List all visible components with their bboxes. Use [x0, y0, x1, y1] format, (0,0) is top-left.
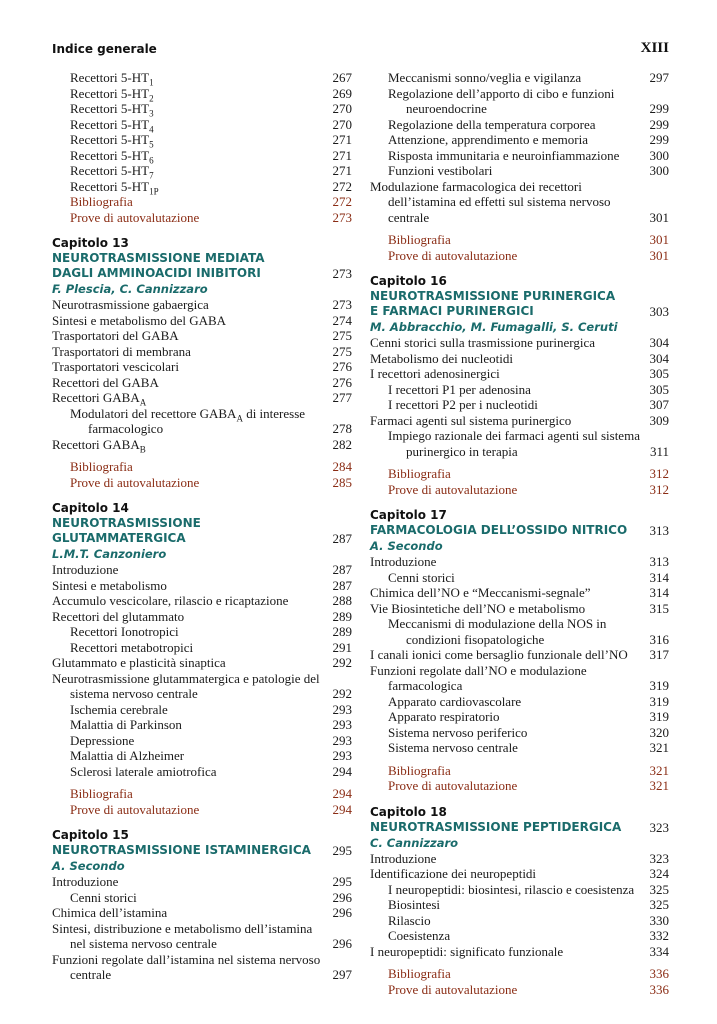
page-ref: 313 [649, 554, 669, 569]
page-ref: 288 [332, 593, 352, 608]
toc-entry[interactable]: Rilascio 330 [388, 912, 669, 928]
toc-entry[interactable]: Neurotrasmissione gabaergica 273 [52, 297, 352, 312]
chapter-author: A. Secondo [370, 539, 443, 553]
toc-entry[interactable]: Recettori $5-HT_4$ 270 [70, 116, 352, 135]
chapter-title[interactable]: FARMACOLOGIA DELL’OSSIDO NITRICO 313 [370, 523, 669, 538]
page-ref: 316 [649, 631, 669, 647]
toc-entry[interactable]: Modulatori del recettore $GABA_A$ di interesse farmacologico 278 [70, 405, 352, 436]
toc-entry[interactable]: Risposta immunitaria e neuroinfiammazione 300 [388, 147, 669, 163]
chapter-label: Capitolo 16 [370, 274, 447, 288]
page-ref: 284 [332, 459, 352, 474]
toc-entry[interactable]: Attenzione, apprendimento e memoria 299 [388, 132, 669, 147]
toc-entry-bibliography[interactable]: Bibliografia 336 [388, 966, 669, 981]
page-ref: 304 [649, 350, 669, 366]
page-ref: 294 [332, 786, 352, 801]
page-ref: 273 [332, 209, 352, 225]
page-ref: 334 [649, 943, 669, 959]
page-ref: 312 [649, 481, 669, 497]
toc-entry[interactable]: Impiego razionale dei farmaci agenti sul sistema purinergico in terapia 311 [388, 428, 669, 459]
toc-entry[interactable]: Biosintesi 325 [388, 897, 669, 912]
toc-entry[interactable]: Recettori $5-HT_5$ 271 [70, 132, 352, 150]
toc-entry[interactable]: I recettori P1 per adenosina 305 [388, 381, 669, 397]
toc-entry-bibliography[interactable]: Bibliografia 321 [388, 762, 669, 778]
chapter-title[interactable]: NEUROTRASMISSIONE PURINERGICA [370, 289, 616, 303]
toc-entry[interactable]: Recettori $5-HT_7$ 271 [70, 163, 352, 181]
page-ref: 299 [649, 132, 669, 147]
page-ref: 270 [332, 116, 352, 132]
page-ref: 336 [649, 966, 669, 981]
toc-entry[interactable]: Ischemia cerebrale 293 [70, 701, 352, 717]
chapter-author: C. Cannizzaro [370, 835, 459, 850]
page-ref: 271 [332, 163, 352, 178]
page-ref: 289 [332, 608, 352, 624]
page-ref: 276 [332, 359, 352, 374]
toc-entry[interactable]: Glutammato e plasticità sinaptica 292 [52, 655, 352, 670]
page-ref: 270 [332, 101, 352, 116]
page-ref: 275 [332, 343, 352, 359]
toc-entry-bibliography[interactable]: Bibliografia 272 [70, 194, 352, 209]
toc-entry-bibliography[interactable]: Bibliografia 312 [388, 466, 669, 481]
page-ref: 273 [332, 266, 352, 281]
page-ref: 275 [332, 328, 352, 343]
chapter-title[interactable]: NEUROTRASMISSIONE MEDIATA [52, 251, 265, 265]
page-ref: 299 [649, 116, 669, 132]
toc-entry[interactable]: Identificazione dei neuropeptidi 324 [370, 866, 669, 881]
page-ref: 267 [332, 70, 352, 85]
toc-entry-bibliography[interactable]: Bibliografia 294 [70, 786, 352, 801]
toc-entry[interactable]: Funzioni regolate dall’NO e modulazione farmacologica 319 [370, 662, 669, 693]
page-ref: 299 [649, 101, 669, 116]
toc-entry[interactable]: Regolazione dell’apporto di cibo e funzioni neuroendocrine 299 [388, 85, 669, 116]
page-ref: 301 [649, 209, 669, 225]
chapter-author: M. Abbracchio, M. Fumagalli, S. Ceruti [370, 320, 618, 334]
toc-entry[interactable]: Recettori del glutammato 289 [52, 608, 352, 624]
toc-entry[interactable]: Apparato cardiovascolare 319 [388, 693, 669, 709]
page-ref: 321 [649, 740, 669, 755]
page-ref: 305 [649, 366, 669, 381]
toc-entry[interactable]: Meccanismi sonno/veglia e vigilanza 297 [388, 70, 669, 85]
page-ref: 292 [332, 686, 352, 701]
chapter-author: L.M.T. Canzoniero [52, 547, 167, 561]
toc-entry[interactable]: Chimica dell’NO e “Meccanismi-segnale” 314 [370, 585, 669, 600]
toc-entry-self-assessment[interactable]: Prove di autovalutazione 273 [70, 209, 352, 225]
toc-entry[interactable]: Trasportatori del GABA 275 [52, 328, 352, 343]
toc-entry[interactable]: Introduzione 313 [370, 554, 669, 569]
toc-entry[interactable]: Sintesi, distribuzione e metabolismo dell’istamina nel sistema nervoso centrale 296 [52, 920, 352, 951]
page-ref: 295 [332, 874, 352, 889]
page-ref: 291 [332, 639, 352, 655]
page-ref: 297 [649, 70, 669, 85]
page-ref: 304 [649, 335, 669, 350]
page-ref: 274 [332, 312, 352, 328]
toc-entry[interactable]: Malattia di Parkinson 293 [70, 717, 352, 732]
page-ref: 325 [649, 881, 669, 897]
toc-entry[interactable]: Accumulo vescicolare, rilascio e ricaptazione 288 [52, 593, 352, 608]
page-ref: 301 [649, 232, 669, 247]
toc-entry[interactable]: Sistema nervoso periferico 320 [388, 724, 669, 740]
toc-entry[interactable]: Farmaci agenti sul sistema purinergico 309 [370, 412, 669, 428]
page-ref: 269 [332, 85, 352, 101]
page-ref: 296 [332, 936, 352, 951]
toc-entry[interactable]: Trasportatori vescicolari 276 [52, 359, 352, 374]
toc-entry[interactable]: Metabolismo dei nucleotidi 304 [370, 350, 669, 366]
chapter-label: Capitolo 18 [370, 804, 447, 819]
toc-entry-bibliography[interactable]: Bibliografia 284 [70, 459, 352, 474]
page-ref: 271 [332, 147, 352, 163]
toc-entry[interactable]: Malattia di Alzheimer 293 [70, 748, 352, 763]
toc-entry[interactable]: I neuropeptidi: significato funzionale 334 [370, 943, 669, 959]
chapter-label: Capitolo 13 [52, 236, 129, 250]
toc-entry[interactable]: Sclerosi laterale amiotrofica 294 [70, 763, 352, 779]
page-ref: 330 [649, 912, 669, 928]
chapter-title[interactable]: NEUROTRASMISSIONE PEPTIDERGICA 323 [370, 819, 669, 835]
page-ref: 323 [649, 819, 669, 835]
page-ref: 276 [332, 374, 352, 390]
page-ref: 297 [332, 967, 352, 982]
toc-entry[interactable]: Recettori del GABA 276 [52, 374, 352, 390]
page-number-roman: XIII [640, 40, 669, 56]
chapter-label: Capitolo 17 [370, 508, 447, 522]
page-ref: 305 [649, 381, 669, 397]
page-ref: 309 [649, 412, 669, 428]
page-ref: 301 [649, 247, 669, 263]
toc-entry[interactable]: Recettori $GABA_B$ 282 [52, 436, 352, 455]
page-ref: 314 [649, 585, 669, 600]
toc-entry[interactable]: Cenni storici 314 [388, 569, 669, 585]
page-ref: 282 [332, 436, 352, 452]
page-ref: 321 [649, 778, 669, 793]
toc-entry[interactable]: Chimica dell’istamina 296 [52, 905, 352, 920]
page-ref: 278 [332, 421, 352, 436]
toc-entry-self-assessment[interactable]: Prove di autovalutazione 312 [388, 481, 669, 497]
page-ref: 325 [649, 897, 669, 912]
page-ref: 294 [332, 801, 352, 817]
page-ref: 311 [649, 443, 669, 459]
chapter-author: A. Secondo [52, 859, 125, 873]
toc-entry[interactable]: Neurotrasmissione glutammatergica e patologie del sistema nervoso centrale 292 [52, 670, 352, 701]
page-ref: 295 [332, 843, 352, 858]
page-ref: 315 [649, 600, 669, 616]
toc-entry[interactable]: Cenni storici 296 [70, 889, 352, 905]
running-header: Indice generale [52, 42, 157, 56]
page-ref: 332 [649, 928, 669, 943]
page-ref: 293 [332, 732, 352, 748]
page-ref: 296 [332, 905, 352, 920]
page-ref: 312 [649, 466, 669, 481]
toc-entry[interactable]: Cenni storici sulla trasmissione purinergica 304 [370, 335, 669, 350]
page-ref: 300 [649, 163, 669, 178]
page-ref: 317 [649, 647, 669, 662]
toc-entry[interactable]: Recettori $GABA_A$ 277 [52, 390, 352, 408]
toc-entry-self-assessment[interactable]: Prove di autovalutazione 321 [388, 778, 669, 793]
toc-entry[interactable]: I neuropeptidi: biosintesi, rilascio e coesistenza 325 [388, 881, 669, 897]
toc-entry[interactable]: Recettori $5-HT_3$ 270 [70, 101, 352, 119]
toc-entry[interactable]: I recettori adenosinergici 305 [370, 366, 669, 381]
toc-entry[interactable]: I canali ionici come bersaglio funzionale dell’NO 317 [370, 647, 669, 662]
toc-entry[interactable]: Apparato respiratorio 319 [388, 709, 669, 724]
toc-entry[interactable]: Vie Biosintetiche dell’NO e metabolismo 315 [370, 600, 669, 616]
toc-entry[interactable]: Meccanismi di modulazione della NOS in condizioni fisopatologiche 316 [388, 616, 669, 647]
toc-column-right [370, 70, 669, 997]
toc-entry[interactable]: Depressione 293 [70, 732, 352, 748]
chapter-title[interactable]: GLUTAMMATERGICA 287 [52, 531, 352, 546]
page-ref: 287 [332, 577, 352, 593]
chapter-title[interactable]: NEUROTRASMISSIONE ISTAMINERGICA 295 [52, 843, 352, 858]
page-ref: 296 [332, 889, 352, 905]
page-ref: 287 [332, 562, 352, 577]
page-ref: 271 [332, 132, 352, 147]
toc-entry-bibliography[interactable]: Bibliografia 301 [388, 232, 669, 247]
page-ref: 336 [649, 981, 669, 997]
page-ref: 323 [649, 850, 669, 866]
toc-entry-self-assessment[interactable]: Prove di autovalutazione 285 [70, 474, 352, 490]
page-ref: 285 [332, 474, 352, 490]
page-ref: 272 [332, 178, 352, 194]
page-ref: 313 [649, 523, 669, 538]
page-ref: 287 [332, 531, 352, 546]
chapter-title[interactable]: E FARMACI PURINERGICI 303 [370, 304, 669, 319]
page-ref: 307 [649, 397, 669, 412]
page-ref: 320 [649, 724, 669, 740]
toc-entry[interactable]: Sintesi e metabolismo 287 [52, 577, 352, 593]
toc-entry-self-assessment[interactable]: Prove di autovalutazione 301 [388, 247, 669, 263]
toc-entry[interactable]: I recettori P2 per i nucleotidi 307 [388, 397, 669, 412]
toc-entry[interactable]: Recettori Ionotropici 289 [70, 624, 352, 639]
toc-entry-self-assessment[interactable]: Prove di autovalutazione 336 [388, 981, 669, 997]
page-ref: 314 [649, 569, 669, 585]
page-ref: 293 [332, 748, 352, 763]
page-ref: 300 [649, 147, 669, 163]
page-ref: 321 [649, 762, 669, 778]
toc-entry[interactable]: Sistema nervoso centrale 321 [388, 740, 669, 755]
toc-entry[interactable]: Recettori $5-HT_{1P}$ 272 [70, 178, 352, 197]
toc-entry[interactable]: Modulazione farmacologica dei recettori dell’istamina ed effetti sul sistema nervoso centrale 301 [370, 178, 669, 225]
toc-column-left [52, 70, 352, 983]
chapter-label: Capitolo 15 [52, 828, 129, 842]
page-ref: 294 [332, 763, 352, 779]
toc-entry[interactable]: Trasportatori di membrana 275 [52, 343, 352, 359]
page-ref: 292 [332, 655, 352, 670]
toc-entry[interactable]: Introduzione 323 [370, 850, 669, 866]
page-ref: 272 [332, 194, 352, 209]
toc-entry[interactable]: Recettori metabotropici 291 [70, 639, 352, 655]
page-ref: 289 [332, 624, 352, 639]
page-ref: 324 [649, 866, 669, 881]
page-ref: 273 [332, 297, 352, 312]
page-ref: 319 [649, 678, 669, 693]
toc-entry[interactable]: Sintesi e metabolismo del GABA 274 [52, 312, 352, 328]
page-ref: 319 [649, 709, 669, 724]
toc-entry[interactable]: Introduzione 287 [52, 562, 352, 577]
toc-entry[interactable]: Regolazione della temperatura corporea 299 [388, 116, 669, 132]
page-ref: 319 [649, 693, 669, 709]
toc-entry[interactable]: Recettori $5-HT_1$ 267 [70, 70, 352, 88]
toc-entry[interactable]: Recettori $5-HT_2$ 269 [70, 85, 352, 104]
toc-entry-self-assessment[interactable]: Prove di autovalutazione 294 [70, 801, 352, 817]
chapter-title[interactable]: DAGLI AMMINOACIDI INIBITORI 273 [52, 266, 352, 281]
chapter-label: Capitolo 14 [52, 501, 129, 515]
page-ref: 293 [332, 717, 352, 732]
page-ref: 293 [332, 701, 352, 717]
page-ref: 277 [332, 390, 352, 405]
toc-entry[interactable]: Coesistenza 332 [388, 928, 669, 943]
toc-entry[interactable]: Funzioni vestibolari 300 [388, 163, 669, 178]
page-ref: 303 [649, 304, 669, 319]
toc-entry[interactable]: Introduzione 295 [52, 874, 352, 889]
toc-entry[interactable]: Funzioni regolate dall’istamina nel sistema nervoso centrale 297 [52, 951, 352, 982]
chapter-title[interactable]: NEUROTRASMISSIONE [52, 516, 201, 530]
chapter-author: F. Plescia, C. Cannizzaro [52, 282, 208, 296]
toc-entry[interactable]: Recettori $5-HT_6$ 271 [70, 147, 352, 166]
